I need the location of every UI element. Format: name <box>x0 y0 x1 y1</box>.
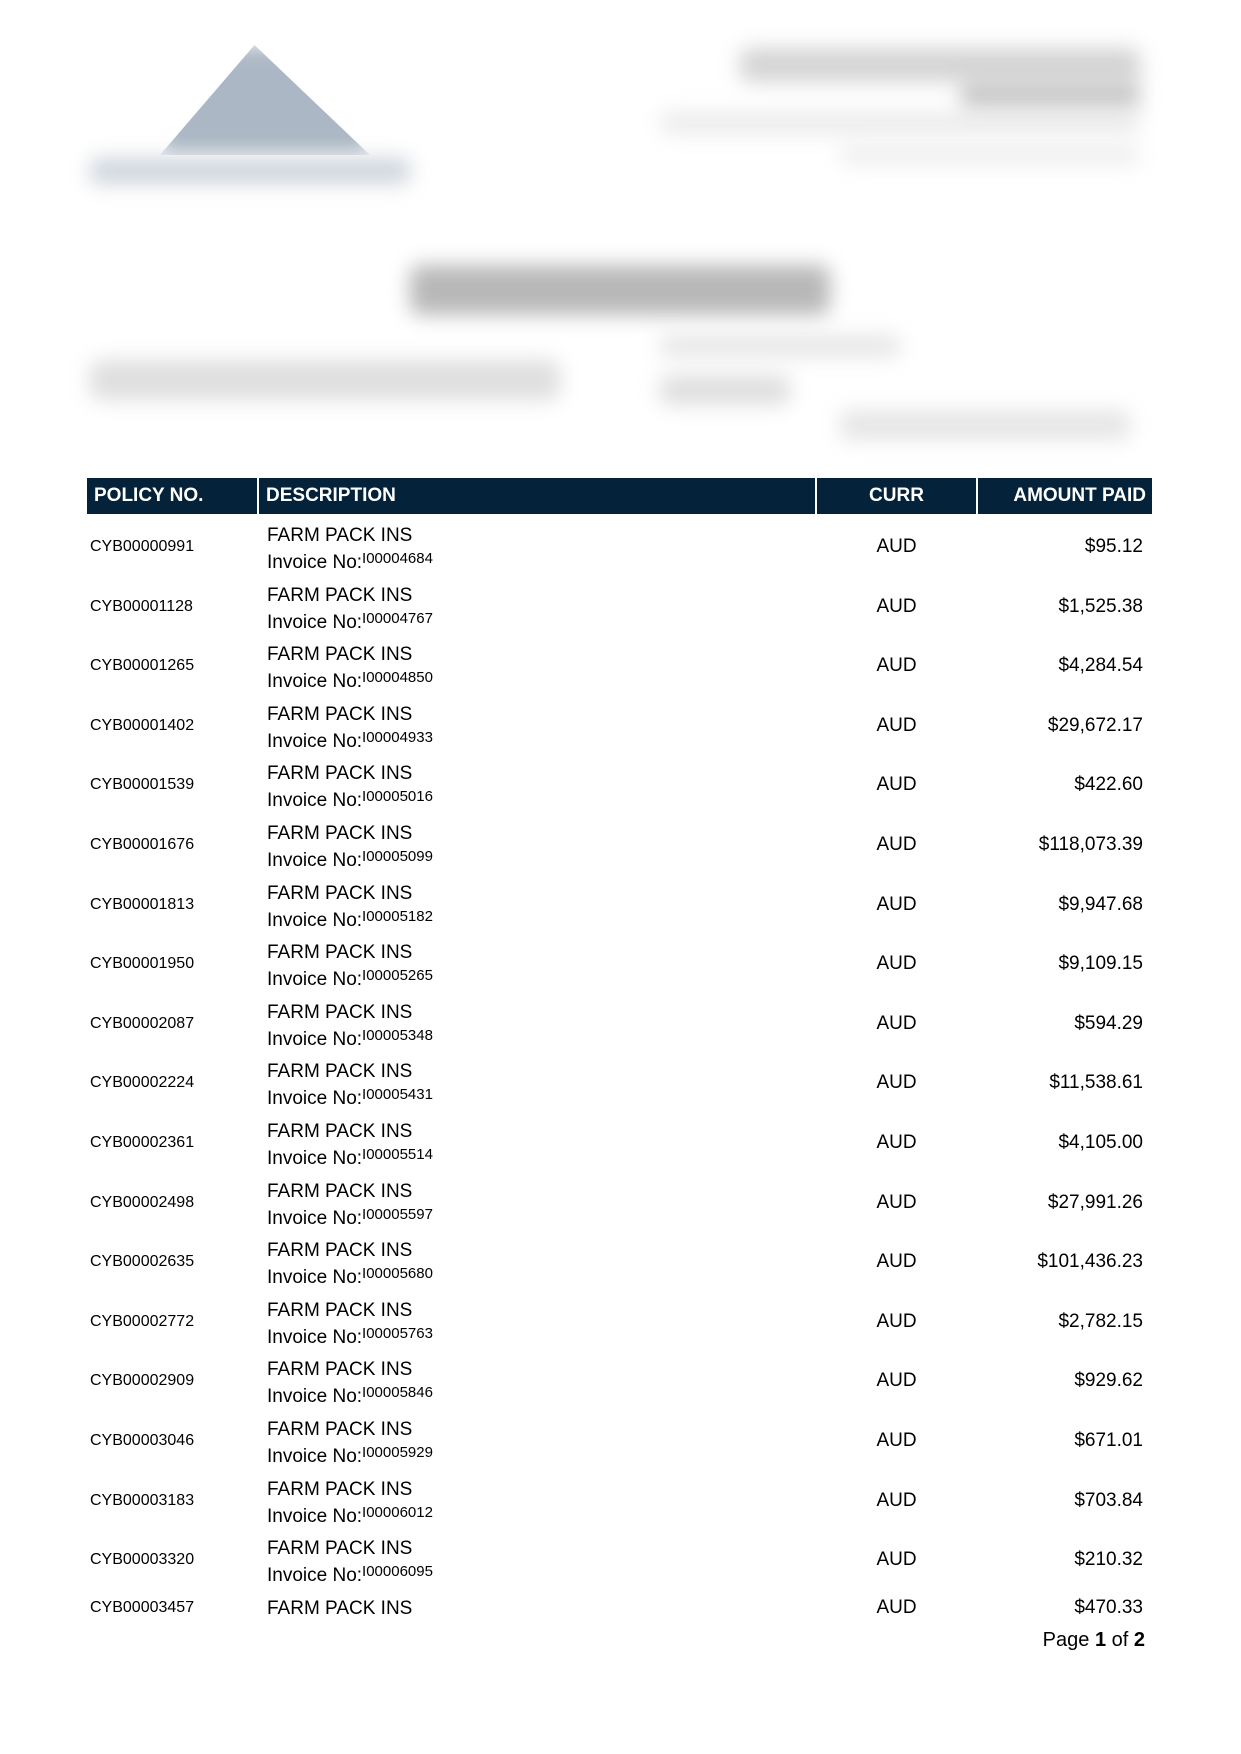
currency: AUD <box>876 1489 917 1511</box>
company-address-redacted <box>660 112 1140 134</box>
table-row <box>87 697 1152 757</box>
description-cell <box>259 756 817 816</box>
currency: AUD <box>876 774 917 796</box>
currency: AUD <box>876 1310 917 1332</box>
table-header <box>87 478 1152 514</box>
invoice-line <box>267 1322 817 1349</box>
table-row <box>87 876 1152 936</box>
description-cell <box>259 518 817 578</box>
table-row <box>87 1472 1152 1532</box>
invoice-label: Invoice No: <box>267 1445 363 1467</box>
description-cell <box>259 1352 817 1412</box>
column-header-policy: POLICY NO. <box>87 478 257 514</box>
column-header-amount: AMOUNT PAID <box>978 478 1152 514</box>
invoice-line <box>267 1501 817 1528</box>
description-cell <box>259 578 817 638</box>
amount-paid: $9,947.68 <box>1058 893 1143 915</box>
currency: AUD <box>876 1251 917 1273</box>
amount-paid: $422.60 <box>1074 774 1143 796</box>
invoice-label: Invoice No: <box>267 790 363 812</box>
table-row <box>87 637 1152 697</box>
description-text: FARM PACK INS <box>267 1180 413 1202</box>
amount-paid: $9,109.15 <box>1058 953 1143 975</box>
invoice-number: I00004767 <box>362 609 433 627</box>
description-text: FARM PACK INS <box>267 1359 413 1381</box>
invoice-number: I00005929 <box>362 1443 433 1461</box>
description-text: FARM PACK INS <box>267 942 413 964</box>
invoice-number: I00005680 <box>362 1265 433 1283</box>
currency: AUD <box>876 1429 917 1451</box>
amount-paid: $95.12 <box>1084 536 1143 557</box>
invoice-line <box>267 1262 817 1289</box>
description-cell <box>259 697 817 757</box>
amount-paid: $671.01 <box>1074 1429 1143 1451</box>
policy-number: CYB00003457 <box>90 1598 195 1616</box>
table-row <box>87 518 1152 578</box>
table-row <box>87 1233 1152 1293</box>
description-cell <box>259 1293 817 1353</box>
amount-paid: $4,105.00 <box>1058 1131 1143 1153</box>
invoice-line <box>267 1381 817 1408</box>
invoice-label: Invoice No: <box>267 1505 363 1527</box>
table-row <box>87 1054 1152 1114</box>
description-text: FARM PACK INS <box>267 525 413 546</box>
invoice-label: Invoice No: <box>267 730 363 752</box>
description-text: FARM PACK INS <box>267 1538 413 1560</box>
amount-paid: $101,436.23 <box>1037 1251 1143 1273</box>
statement-info-redacted-2 <box>660 375 790 405</box>
invoice-number: I00006095 <box>362 1563 433 1581</box>
description-text: FARM PACK INS <box>267 822 413 844</box>
amount-paid: $11,538.61 <box>1049 1072 1143 1094</box>
currency: AUD <box>876 1596 917 1618</box>
invoice-line <box>267 845 817 872</box>
description-cell <box>259 995 817 1055</box>
description-text: FARM PACK INS <box>267 1061 413 1083</box>
invoice-label: Invoice No: <box>267 1326 363 1348</box>
invoice-line <box>267 1024 817 1051</box>
invoice-number: I00005099 <box>362 847 433 865</box>
invoice-number: I00005763 <box>362 1324 433 1342</box>
description-text: FARM PACK INS <box>267 1120 413 1142</box>
invoice-line <box>267 547 817 574</box>
description-text: FARM PACK INS <box>267 1597 413 1619</box>
description-cell <box>259 1233 817 1293</box>
invoice-line <box>267 785 817 812</box>
description-text: FARM PACK INS <box>267 1299 413 1321</box>
policy-number: CYB00001539 <box>90 776 195 794</box>
description-text: FARM PACK INS <box>267 882 413 904</box>
amount-paid: $594.29 <box>1074 1012 1143 1034</box>
policy-number: CYB00002498 <box>90 1193 195 1211</box>
page-separator: of <box>1111 1629 1129 1651</box>
invoice-number: I00005348 <box>362 1026 433 1044</box>
invoice-label: Invoice No: <box>267 552 363 573</box>
invoice-number: I00005016 <box>362 788 433 806</box>
description-cell <box>259 1054 817 1114</box>
currency: AUD <box>876 893 917 915</box>
amount-paid: $4,284.54 <box>1058 655 1143 677</box>
invoice-line <box>267 1203 817 1230</box>
currency: AUD <box>876 595 917 617</box>
policy-number: CYB00001402 <box>90 716 195 734</box>
currency: AUD <box>876 655 917 677</box>
description-text: FARM PACK INS <box>267 584 413 606</box>
amount-paid: $929.62 <box>1074 1370 1143 1392</box>
invoice-number: I00005265 <box>362 967 433 985</box>
policy-number: CYB00003183 <box>90 1491 195 1509</box>
policy-number: CYB00003320 <box>90 1551 195 1569</box>
invoice-label: Invoice No: <box>267 849 363 871</box>
invoice-number: I00004933 <box>362 728 433 746</box>
document-title-redacted <box>410 265 830 315</box>
currency: AUD <box>876 953 917 975</box>
invoice-label: Invoice No: <box>267 671 363 693</box>
current-page: 1 <box>1094 1629 1107 1651</box>
description-text: FARM PACK INS <box>267 1478 413 1500</box>
amount-paid: $27,991.26 <box>1047 1191 1143 1213</box>
description-cell <box>259 1174 817 1234</box>
description-cell <box>259 816 817 876</box>
payments-table <box>87 478 1152 1650</box>
invoice-label: Invoice No: <box>267 969 363 991</box>
currency: AUD <box>876 1012 917 1034</box>
policy-number: CYB00001813 <box>90 895 195 913</box>
policy-number: CYB00001265 <box>90 657 195 675</box>
description-cell <box>259 1531 817 1591</box>
statement-info-redacted <box>660 335 900 357</box>
amount-paid: $29,672.17 <box>1047 714 1143 736</box>
policy-number: CYB00001128 <box>90 597 193 615</box>
table-row <box>87 578 1152 638</box>
description-text: FARM PACK INS <box>267 644 413 666</box>
company-name-redacted <box>740 48 1140 82</box>
statement-info-redacted-3 <box>840 410 1130 440</box>
currency: AUD <box>876 536 917 557</box>
table-row <box>87 1412 1152 1472</box>
invoice-label: Invoice No: <box>267 1088 363 1110</box>
currency: AUD <box>876 1549 917 1571</box>
column-header-description: DESCRIPTION <box>259 478 815 514</box>
table-row <box>87 1293 1152 1353</box>
table-body <box>87 518 1152 1650</box>
invoice-label: Invoice No: <box>267 909 363 931</box>
invoice-line <box>267 964 817 991</box>
currency: AUD <box>876 1131 917 1153</box>
invoice-number: I00005431 <box>362 1086 433 1104</box>
recipient-address-redacted <box>90 360 560 400</box>
policy-number: CYB00001950 <box>90 955 195 973</box>
invoice-number: I00004684 <box>362 550 433 567</box>
invoice-label: Invoice No: <box>267 1386 363 1408</box>
currency: AUD <box>876 1072 917 1094</box>
invoice-number: I00004850 <box>362 669 433 687</box>
description-cell <box>259 876 817 936</box>
invoice-label: Invoice No: <box>267 1565 363 1587</box>
logo-tagline-redacted <box>90 158 410 184</box>
table-row <box>87 935 1152 995</box>
currency: AUD <box>876 714 917 736</box>
company-name-redacted-2 <box>960 80 1140 110</box>
policy-number: CYB00002909 <box>90 1372 195 1390</box>
page-prefix: Page <box>1042 1629 1090 1651</box>
invoice-line <box>267 607 817 634</box>
company-logo <box>160 45 370 155</box>
table-row <box>87 756 1152 816</box>
invoice-line <box>267 666 817 693</box>
page-indicator <box>1043 1629 1145 1652</box>
description-text: FARM PACK INS <box>267 1240 413 1262</box>
company-contact-redacted <box>840 145 1140 165</box>
description-cell <box>259 637 817 697</box>
description-text: FARM PACK INS <box>267 1001 413 1023</box>
amount-paid: $2,782.15 <box>1058 1310 1143 1332</box>
invoice-line <box>267 1083 817 1110</box>
amount-paid: $470.33 <box>1074 1596 1143 1618</box>
invoice-line <box>267 1560 817 1587</box>
description-text: FARM PACK INS <box>267 763 413 785</box>
policy-number: CYB00002087 <box>90 1014 195 1032</box>
description-text: FARM PACK INS <box>267 1418 413 1440</box>
policy-number: CYB00002361 <box>90 1133 195 1151</box>
invoice-label: Invoice No: <box>267 1267 363 1289</box>
invoice-number: I00006012 <box>362 1503 433 1521</box>
description-text: FARM PACK INS <box>267 703 413 725</box>
invoice-label: Invoice No: <box>267 611 363 633</box>
description-cell <box>259 935 817 995</box>
invoice-label: Invoice No: <box>267 1207 363 1229</box>
invoice-line <box>267 1143 817 1170</box>
description-cell <box>259 1591 817 1651</box>
invoice-number: I00005182 <box>362 907 433 925</box>
invoice-line <box>267 1441 817 1468</box>
amount-paid: $703.84 <box>1074 1489 1143 1511</box>
currency: AUD <box>876 833 917 855</box>
invoice-number: I00005597 <box>362 1205 433 1223</box>
invoice-label: Invoice No: <box>267 1147 363 1169</box>
policy-number: CYB00002224 <box>90 1074 195 1092</box>
column-header-currency: CURR <box>817 478 976 514</box>
invoice-label: Invoice No: <box>267 1028 363 1050</box>
table-row <box>87 1531 1152 1591</box>
policy-number: CYB00002772 <box>90 1312 195 1330</box>
invoice-line <box>267 726 817 753</box>
total-pages: 2 <box>1133 1629 1145 1651</box>
amount-paid: $210.32 <box>1074 1549 1143 1571</box>
table-row <box>87 1114 1152 1174</box>
description-cell <box>259 1114 817 1174</box>
policy-number: CYB00002635 <box>90 1253 195 1271</box>
policy-number: CYB00001676 <box>90 835 195 853</box>
amount-paid: $118,073.39 <box>1038 833 1143 855</box>
invoice-line <box>267 905 817 932</box>
table-row <box>87 995 1152 1055</box>
invoice-number: I00005514 <box>362 1145 433 1163</box>
currency: AUD <box>876 1370 917 1392</box>
currency: AUD <box>876 1191 917 1213</box>
policy-number: CYB00000991 <box>90 538 195 555</box>
table-row <box>87 1174 1152 1234</box>
description-cell <box>259 1472 817 1532</box>
table-row <box>87 816 1152 876</box>
invoice-number: I00005846 <box>362 1384 433 1402</box>
policy-number: CYB00003046 <box>90 1431 195 1449</box>
table-row <box>87 1352 1152 1412</box>
table-row <box>87 1591 1152 1651</box>
amount-paid: $1,525.38 <box>1058 595 1143 617</box>
description-cell <box>259 1412 817 1472</box>
